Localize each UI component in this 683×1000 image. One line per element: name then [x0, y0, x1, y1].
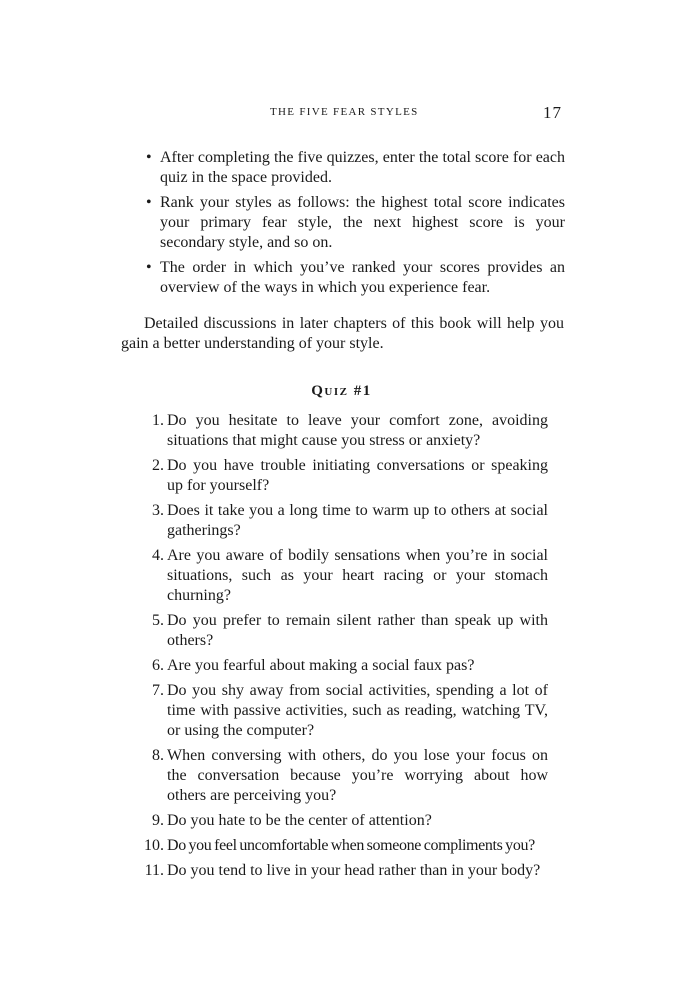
question-number: 10.: [144, 837, 164, 854]
question-number: 7.: [152, 682, 164, 699]
question-text: Do you shy away from social activities, spending a lot of time with passive activities, such as reading, watching TV, or using the computer?: [167, 682, 548, 739]
quiz-question: [136, 501, 548, 541]
question-text: Do you have trouble initiating conversations or speaking up for yourself?: [167, 457, 548, 494]
quiz-question: [136, 681, 548, 741]
quiz-question: [136, 411, 548, 451]
quiz-question: [136, 811, 548, 831]
question-text: Do you hesitate to leave your comfort zone, avoiding situations that might cause you stress or anxiety?: [167, 412, 548, 449]
page-number: 17: [543, 103, 562, 122]
body-paragraph: Detailed discussions in later chapters of this book will help you gain a better understanding of your style.: [121, 315, 564, 352]
question-number: 1.: [152, 412, 164, 429]
question-number: 5.: [152, 612, 164, 629]
instruction-item: • The order in which you’ve ranked your scores provides an overview of the ways in which you experience fear.: [145, 258, 565, 298]
instruction-item: • Rank your styles as follows: the highest total score indicates your primary fear style, the next highest score is your secondary style, and so on.: [145, 193, 565, 253]
quiz-question: [136, 836, 548, 856]
question-number: 2.: [152, 457, 164, 474]
quiz-heading: Quiz #1: [311, 383, 372, 399]
question-text: Do you hate to be the center of attention?: [167, 812, 432, 829]
quiz-question: [136, 861, 548, 881]
question-number: 9.: [152, 812, 164, 829]
instruction-item: • After completing the five quizzes, enter the total score for each quiz in the space provided.: [145, 148, 565, 188]
instruction-list: [145, 148, 565, 303]
question-number: 3.: [152, 502, 164, 519]
question-number: 11.: [144, 862, 164, 879]
quiz-question: [136, 611, 548, 651]
question-text: When conversing with others, do you lose your focus on the conversation because you’re worrying about how others are perceiving you?: [167, 747, 548, 804]
question-text: Do you prefer to remain silent rather than speak up with others?: [167, 612, 548, 649]
running-title: THE FIVE FEAR STYLES: [270, 106, 419, 118]
question-text: Does it take you a long time to warm up to others at social gatherings?: [167, 502, 548, 539]
question-number: 8.: [152, 747, 164, 764]
quiz-question: [136, 546, 548, 606]
quiz-question: [136, 746, 548, 806]
question-text: Are you fearful about making a social faux pas?: [167, 657, 475, 674]
question-text: Are you aware of bodily sensations when you’re in social situations, such as your heart racing or your stomach churning?: [167, 547, 548, 604]
quiz-question-list: [136, 411, 548, 886]
quiz-question: [136, 656, 548, 676]
quiz-question: [136, 456, 548, 496]
question-number: 6.: [152, 657, 164, 674]
question-text: Do you feel uncomfortable when someone compliments you?: [167, 837, 535, 854]
question-number: 4.: [152, 547, 164, 564]
page-header: [0, 103, 683, 126]
question-text: Do you tend to live in your head rather than in your body?: [167, 862, 541, 879]
